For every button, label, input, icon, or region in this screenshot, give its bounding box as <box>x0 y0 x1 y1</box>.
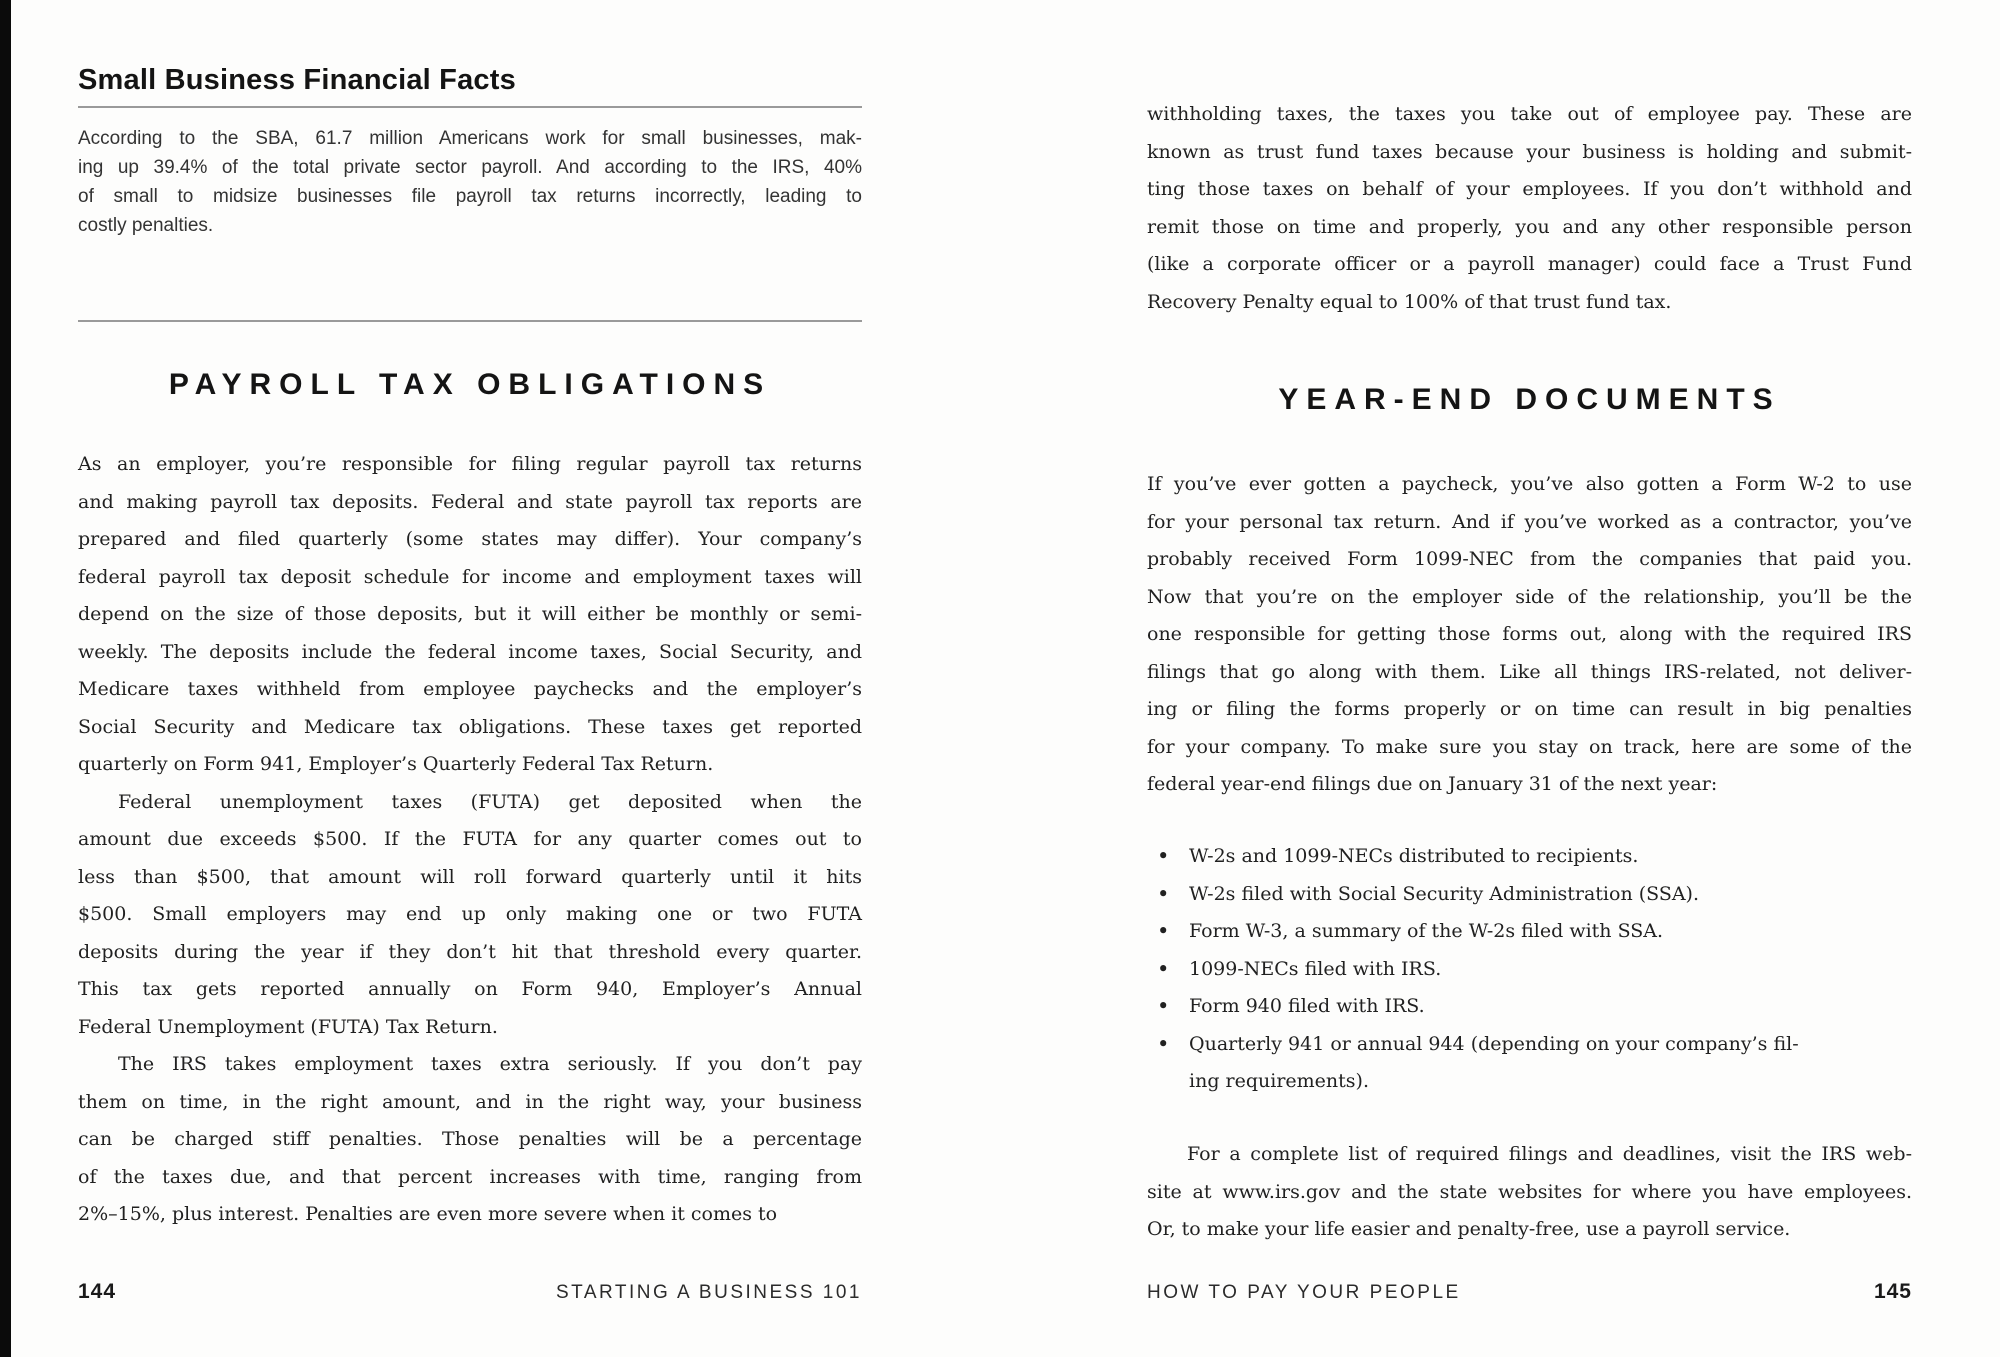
right-page-continuation <box>1147 96 1912 321</box>
bullet-item <box>1147 988 1912 1026</box>
fact-box-text <box>78 124 862 240</box>
paragraph <box>1147 96 1912 321</box>
text-line: According to the SBA, 61.7 million Americans work for small businesses, mak- <box>78 128 862 149</box>
text-line: Federal Unemployment (FUTA) Tax Return. <box>78 1015 498 1038</box>
text-line: Now that you’re on the employer side of the relationship, you’ll be the <box>1147 585 1912 608</box>
paragraph <box>78 446 862 784</box>
bullet-item <box>1147 913 1912 951</box>
text-line: probably received Form 1099-NEC from the companies that paid you. <box>1147 548 1912 570</box>
fact-box <box>78 64 862 322</box>
left-page <box>78 0 862 1357</box>
text-line: and making payroll tax deposits. Federal and state payroll tax reports are <box>78 490 862 513</box>
text-line: depend on the size of those deposits, but it will either be monthly or semi- <box>78 603 862 625</box>
text-line: Recovery Penalty equal to 100% of that trust fund tax. <box>1147 290 1672 313</box>
fact-box-divider <box>78 320 862 322</box>
text-line: • Form 940 filed with IRS. <box>1189 995 1425 1017</box>
text-line: for your personal tax return. And if you’ve worked as a contractor, you’ve <box>1147 510 1912 533</box>
text-line: prepared and filed quarterly (some states may differ). Your company’s <box>78 528 862 550</box>
text-line: ing up 39.4% of the total private sector payroll. And according to the IRS, 40% <box>78 157 862 178</box>
text-line: ing or filing the forms properly or on time can result in big penalties <box>1147 698 1912 720</box>
paragraph <box>78 1046 862 1234</box>
text-line: Social Security and Medicare tax obligations. These taxes get reported <box>78 715 862 738</box>
running-title-left: STARTING A BUSINESS 101 <box>555 1282 862 1303</box>
text-line: withholding taxes, the taxes you take out of employee pay. These are <box>1147 103 1912 125</box>
text-line: ing requirements). <box>1189 1070 1369 1092</box>
text-line: of small to midsize businesses file payroll tax returns incorrectly, leading to <box>78 186 862 207</box>
text-line: If you’ve ever gotten a paycheck, you’ve also gotten a Form W-2 to use <box>1147 473 1912 495</box>
text-line: weekly. The deposits include the federal income taxes, Social Security, and <box>78 640 862 663</box>
text-line: $500. Small employers may end up only making one or two FUTA <box>78 903 862 925</box>
running-title-right: HOW TO PAY YOUR PEOPLE <box>1147 1282 1461 1303</box>
text-line: Medicare taxes withheld from employee paychecks and the employer’s <box>78 678 862 700</box>
page-number-right: 145 <box>1873 1280 1912 1303</box>
text-line: • Quarterly 941 or annual 944 (depending on your company’s fil- <box>1189 1032 1799 1055</box>
text-line: amount due exceeds $500. If the FUTA for any quarter comes out to <box>78 828 862 850</box>
text-line: one responsible for getting those forms out, along with the required IRS <box>1147 623 1912 645</box>
section-heading-payroll: PAYROLL TAX OBLIGATIONS <box>168 368 772 401</box>
text-line: of the taxes due, and that percent increases with time, ranging from <box>78 1165 862 1188</box>
right-page <box>1147 0 1912 1357</box>
text-line: For a complete list of required filings and deadlines, visit the IRS web- <box>1187 1143 1912 1165</box>
text-line: filings that go along with them. Like all things IRS-related, not deliver- <box>1147 660 1912 683</box>
text-line: 2%–15%, plus interest. Penalties are even more severe when it comes to <box>78 1203 778 1225</box>
text-line: federal year-end filings due on January 31 of the next year: <box>1147 773 1718 795</box>
text-line: ting those taxes on behalf of your employees. If you don’t withhold and <box>1147 178 1912 200</box>
text-line: can be charged stiff penalties. Those penalties will be a percentage <box>78 1128 862 1150</box>
text-line: As an employer, you’re responsible for filing regular payroll tax returns <box>78 453 862 475</box>
text-line: known as trust fund taxes because your business is holding and submit- <box>1147 140 1912 163</box>
paragraph <box>1147 466 1912 804</box>
paragraph <box>78 784 862 1047</box>
text-line: The IRS takes employment taxes extra seriously. If you don’t pay <box>118 1053 862 1075</box>
fact-box-title: Small Business Financial Facts <box>78 64 862 108</box>
text-line: remit those on time and properly, you and any other responsible person <box>1147 215 1912 238</box>
text-line: Federal unemployment taxes (FUTA) get deposited when the <box>118 790 862 813</box>
text-line: • 1099-NECs filed with IRS. <box>1189 957 1442 980</box>
page-number-left: 144 <box>78 1280 117 1303</box>
right-page-intro <box>1147 466 1912 804</box>
year-end-filings-list <box>1147 838 1912 1101</box>
text-line: • Form W-3, a summary of the W-2s filed with SSA. <box>1189 920 1664 942</box>
text-line: for your company. To make sure you stay on track, here are some of the <box>1147 735 1912 758</box>
text-line: This tax gets reported annually on Form 940, Employer’s Annual <box>78 978 862 1000</box>
right-page-closing <box>1147 1136 1912 1249</box>
bullet-item <box>1147 1026 1912 1101</box>
page-edge-strip <box>0 0 11 1357</box>
text-line: costly penalties. <box>78 215 214 236</box>
text-line: less than $500, that amount will roll forward quarterly until it hits <box>78 865 862 888</box>
left-page-footer <box>78 1280 862 1304</box>
text-line: Or, to make your life easier and penalty-free, use a payroll service. <box>1147 1218 1791 1240</box>
bullet-item <box>1147 838 1912 876</box>
section-heading-year-end: YEAR-END DOCUMENTS <box>1278 383 1781 416</box>
paragraph <box>1147 1136 1912 1249</box>
left-page-body <box>78 446 862 1234</box>
bullet-item <box>1147 876 1912 914</box>
text-line: federal payroll tax deposit schedule for income and employment taxes will <box>78 565 862 588</box>
right-page-footer <box>1147 1280 1912 1304</box>
text-line: site at www.irs.gov and the state websites for where you have employees. <box>1147 1180 1912 1203</box>
text-line: • W-2s and 1099-NECs distributed to recipients. <box>1189 845 1639 867</box>
text-line: quarterly on Form 941, Employer’s Quarterly Federal Tax Return. <box>78 753 714 775</box>
text-line: deposits during the year if they don’t hit that threshold every quarter. <box>78 940 862 963</box>
text-line: them on time, in the right amount, and in the right way, your business <box>78 1090 862 1113</box>
text-line: • W-2s filed with Social Security Administration (SSA). <box>1189 882 1700 905</box>
bullet-item <box>1147 951 1912 989</box>
text-line: (like a corporate officer or a payroll manager) could face a Trust Fund <box>1147 253 1912 275</box>
